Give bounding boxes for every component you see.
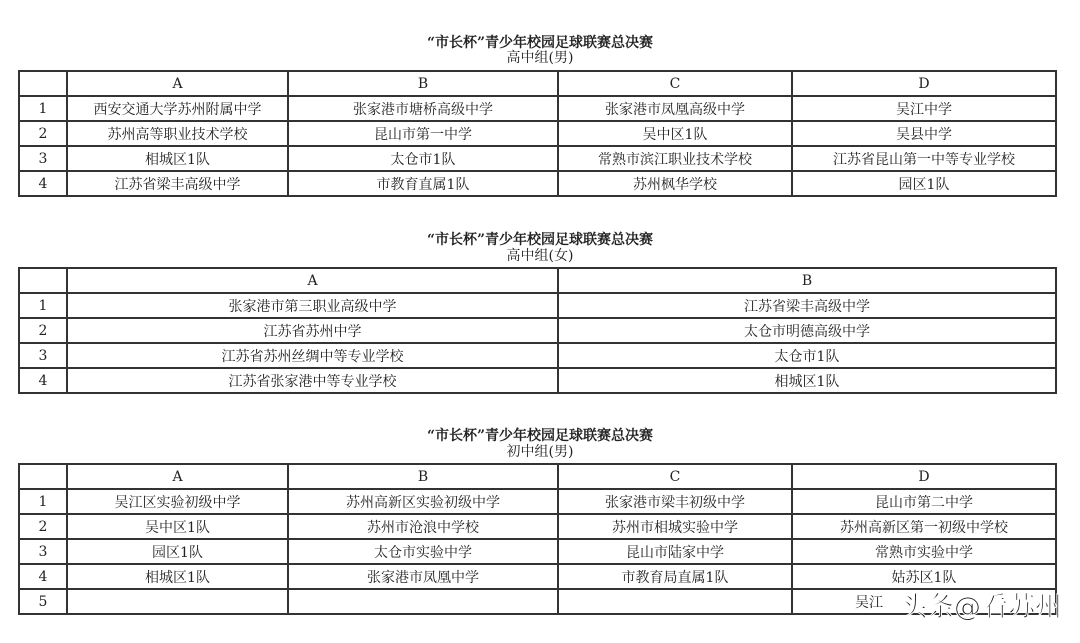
team-cell: 张家港市凤凰高级中学 xyxy=(558,96,792,121)
team-cell: 太仓市1队 xyxy=(288,146,558,171)
team-cell: 昆山市陆家中学 xyxy=(558,539,792,564)
team-cell: 张家港市塘桥高级中学 xyxy=(288,96,558,121)
section-subtitle: 初中组(男) xyxy=(506,444,574,460)
team-cell: 市教育直属1队 xyxy=(288,171,558,196)
team-cell: 江苏省梁丰高级中学 xyxy=(558,293,1056,318)
group-table xyxy=(18,267,1057,394)
header-row xyxy=(19,71,1056,96)
section-subtitle: 高中组(男) xyxy=(506,50,574,66)
team-cell: 市教育局直属1队 xyxy=(558,564,792,589)
team-cell: 姑苏区1队 xyxy=(792,564,1056,589)
team-cell: 太仓市1队 xyxy=(558,343,1056,368)
column-header: D xyxy=(792,464,1056,489)
column-header: D xyxy=(792,71,1056,96)
row-number: 1 xyxy=(19,489,67,514)
row-number: 2 xyxy=(19,318,67,343)
team-cell: 吴江区实验初级中学 xyxy=(67,489,288,514)
team-cell: 江苏省梁丰高级中学 xyxy=(67,171,288,196)
row-number: 2 xyxy=(19,121,67,146)
row-number: 4 xyxy=(19,564,67,589)
column-header: B xyxy=(558,268,1056,293)
team-cell: 苏州枫华学校 xyxy=(558,171,792,196)
team-cell: 园区1队 xyxy=(792,171,1056,196)
team-cell: 常熟市实验中学 xyxy=(792,539,1056,564)
team-cell: 张家港市凤凰中学 xyxy=(288,564,558,589)
column-header: B xyxy=(288,464,558,489)
column-header xyxy=(19,464,67,489)
row-number: 1 xyxy=(19,293,67,318)
column-header xyxy=(19,71,67,96)
team-cell: 苏州高新区实验初级中学 xyxy=(288,489,558,514)
row-number: 4 xyxy=(19,368,67,393)
table-row xyxy=(19,539,1056,564)
table-row xyxy=(19,293,1056,318)
team-cell xyxy=(288,589,558,614)
table-row xyxy=(19,146,1056,171)
table-row xyxy=(19,318,1056,343)
team-cell: 相城区1队 xyxy=(67,146,288,171)
row-number: 5 xyxy=(19,589,67,614)
column-header: A xyxy=(67,268,558,293)
team-cell: 常熟市滨江职业技术学校 xyxy=(558,146,792,171)
team-cell: 相城区1队 xyxy=(67,564,288,589)
table-row xyxy=(19,368,1056,393)
table-row xyxy=(19,96,1056,121)
team-cell: 昆山市第一中学 xyxy=(288,121,558,146)
team-cell xyxy=(67,589,288,614)
team-cell: 相城区1队 xyxy=(558,368,1056,393)
table-row xyxy=(19,489,1056,514)
column-header: C xyxy=(558,71,792,96)
team-cell: 吴中区1队 xyxy=(67,514,288,539)
team-cell: 吴中区1队 xyxy=(558,121,792,146)
section-title: “市长杯”青少年校园足球联赛总决赛 xyxy=(426,35,654,51)
header-row xyxy=(19,464,1056,489)
row-number: 3 xyxy=(19,539,67,564)
column-header: A xyxy=(67,71,288,96)
table-row xyxy=(19,121,1056,146)
row-number: 4 xyxy=(19,171,67,196)
team-cell: 苏州市沧浪中学校 xyxy=(288,514,558,539)
table-row xyxy=(19,564,1056,589)
team-cell: 太仓市实验中学 xyxy=(288,539,558,564)
team-cell: 江苏省苏州中学 xyxy=(67,318,558,343)
team-cell: 苏州市相城实验中学 xyxy=(558,514,792,539)
team-cell: 吴县中学 xyxy=(792,121,1056,146)
row-number: 3 xyxy=(19,146,67,171)
section-subtitle: 高中组(女) xyxy=(506,248,574,264)
team-cell: 张家港市第三职业高级中学 xyxy=(67,293,558,318)
table-row xyxy=(19,343,1056,368)
column-header: C xyxy=(558,464,792,489)
team-cell: 太仓市明德高级中学 xyxy=(558,318,1056,343)
watermark: 头条@看苏州 xyxy=(900,592,1062,623)
column-header: B xyxy=(288,71,558,96)
header-row xyxy=(19,268,1056,293)
team-cell: 江苏省张家港中等专业学校 xyxy=(67,368,558,393)
column-header xyxy=(19,268,67,293)
section-title: “市长杯”青少年校园足球联赛总决赛 xyxy=(426,428,654,444)
table-row xyxy=(19,171,1056,196)
row-number: 1 xyxy=(19,96,67,121)
team-cell xyxy=(558,589,792,614)
team-cell: 苏州高新区第一初级中学校 xyxy=(792,514,1056,539)
table-row xyxy=(19,514,1056,539)
column-header: A xyxy=(67,464,288,489)
team-cell: 江苏省昆山第一中等专业学校 xyxy=(792,146,1056,171)
team-cell: 张家港市梁丰初级中学 xyxy=(558,489,792,514)
row-number: 2 xyxy=(19,514,67,539)
team-cell: 昆山市第二中学 xyxy=(792,489,1056,514)
group-table xyxy=(18,70,1057,197)
section-title: “市长杯”青少年校园足球联赛总决赛 xyxy=(426,232,654,248)
team-cell: 园区1队 xyxy=(67,539,288,564)
team-cell: 西安交通大学苏州附属中学 xyxy=(67,96,288,121)
team-cell: 苏州高等职业技术学校 xyxy=(67,121,288,146)
team-cell: 江苏省苏州丝绸中等专业学校 xyxy=(67,343,558,368)
row-number: 3 xyxy=(19,343,67,368)
team-cell: 吴江中学 xyxy=(792,96,1056,121)
team-cell: 吴江 xyxy=(792,589,1056,614)
